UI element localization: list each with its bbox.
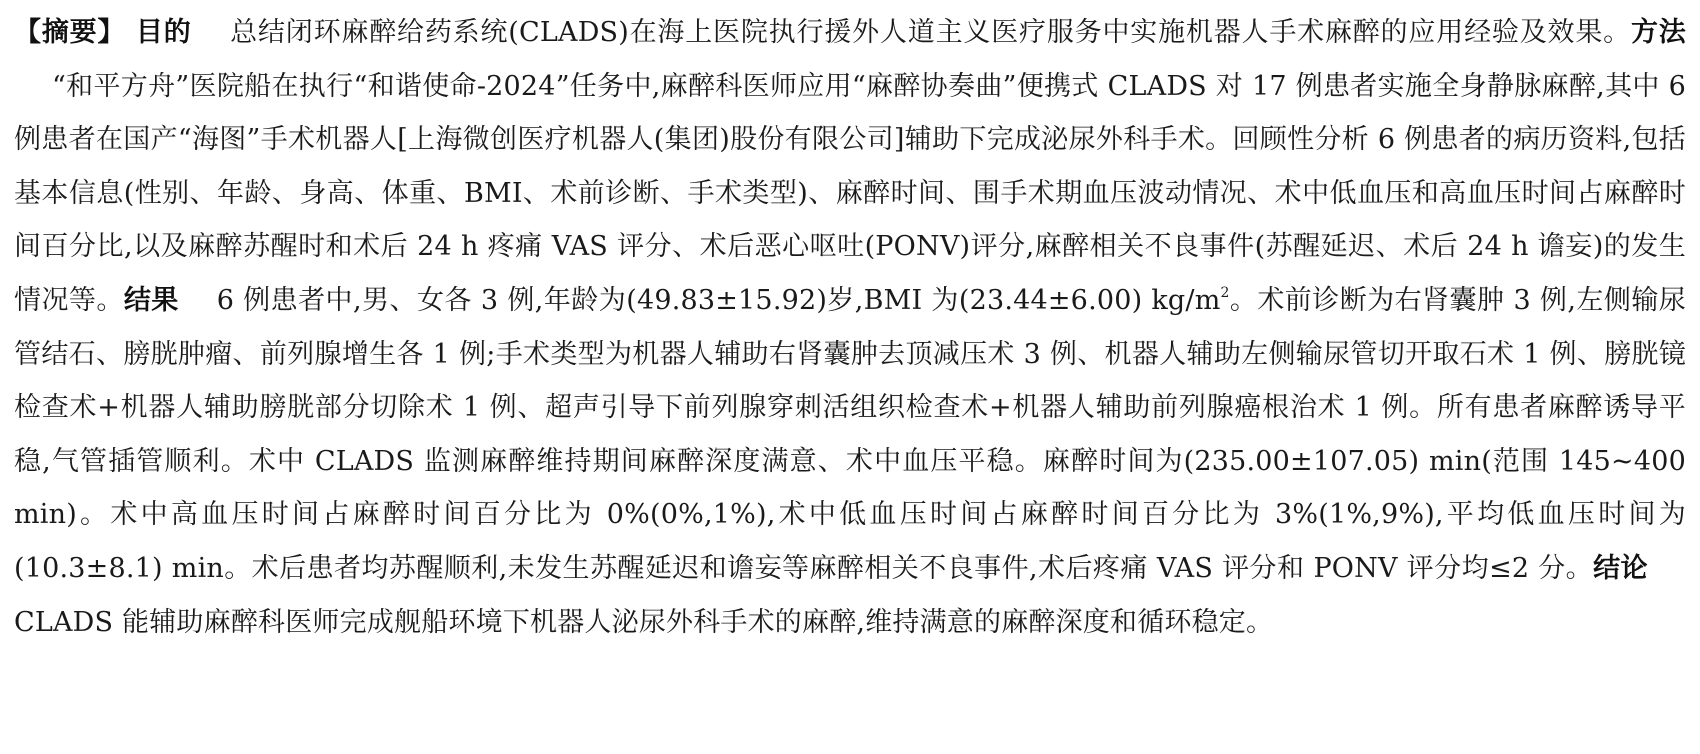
methods-text: “和平方舟”医院船在执行“和谐使命-2024”任务中,麻醉科医师应用“麻醉协奏曲”便携式 CLADS 对 17 例患者实施全身静脉麻醉,其中 6 例患者在国产“海图”手术机器人[上海微创医疗机器人(集团)股份有限公司]辅助下完成泌尿外科手术。回顾性分析 6 例患者的病历资料,包括基本信息(性别、年龄、身高、体重、BMI、术前诊断、手术类型)、麻醉时间、围手术期血压波动情况、术中低血压和高血压时间占麻醉时间百分比,以及麻醉苏醒时和术后 24 h 疼痛 VAS 评分、术后恶心呕吐(PONV)评分,麻醉相关不良事件(苏醒延迟、术后 24 h 谵妄)的发生情况等。 xyxy=(14,70,1686,316)
results-text-part1: 6 例患者中,男、女各 3 例,年龄为(49.83±15.92)岁,BMI 为(23.44±6.00) kg/m xyxy=(216,284,1221,316)
objective-text: 总结闭环麻醉给药系统(CLADS)在海上医院执行援外人道主义医疗服务中实施机器人手术麻醉的应用经验及效果。 xyxy=(229,17,1631,48)
conclusion-text: CLADS 能辅助麻醉科医师完成舰船环境下机器人泌尿外科手术的麻醉,维持满意的麻醉深度和循环稳定。 xyxy=(14,606,1274,638)
results-superscript: 2 xyxy=(1220,284,1230,301)
objective-heading: 目的 xyxy=(135,17,192,48)
results-heading: 结果 xyxy=(123,284,179,316)
abstract-label: 【摘要】 xyxy=(14,17,126,48)
abstract-paragraph xyxy=(14,6,1686,649)
conclusion-heading: 结论 xyxy=(1593,552,1648,584)
results-text-part2: 。术前诊断为右肾囊肿 3 例,左侧输尿管结石、膀胱肿瘤、前列腺增生各 1 例;手术类型为机器人辅助右肾囊肿去顶减压术 3 例、机器人辅助左侧输尿管切开取石术 1 例、膀胱镜检查术+机器人辅助膀胱部分切除术 1 例、超声引导下前列腺穿刺活组织检查术+机器人辅助前列腺癌根治术 1 例。所有患者麻醉诱导平稳,气管插管顺利。术中 CLADS 监测麻醉维持期间麻醉深度满意、术中血压平稳。麻醉时间为(235.00±107.05) min(范围 145~400 min)。术中高血压时间占麻醉时间百分比为 0%(0%,1%),术中低血压时间占麻醉时间百分比为 3%(1%,9%),平均低血压时间为(10.3±8.1) min。术后患者均苏醒顺利,未发生苏醒延迟和谵妄等麻醉相关不良事件,术后疼痛 VAS 评分和 PONV 评分均≤2 分。 xyxy=(14,284,1686,584)
methods-heading: 方法 xyxy=(1630,17,1686,48)
